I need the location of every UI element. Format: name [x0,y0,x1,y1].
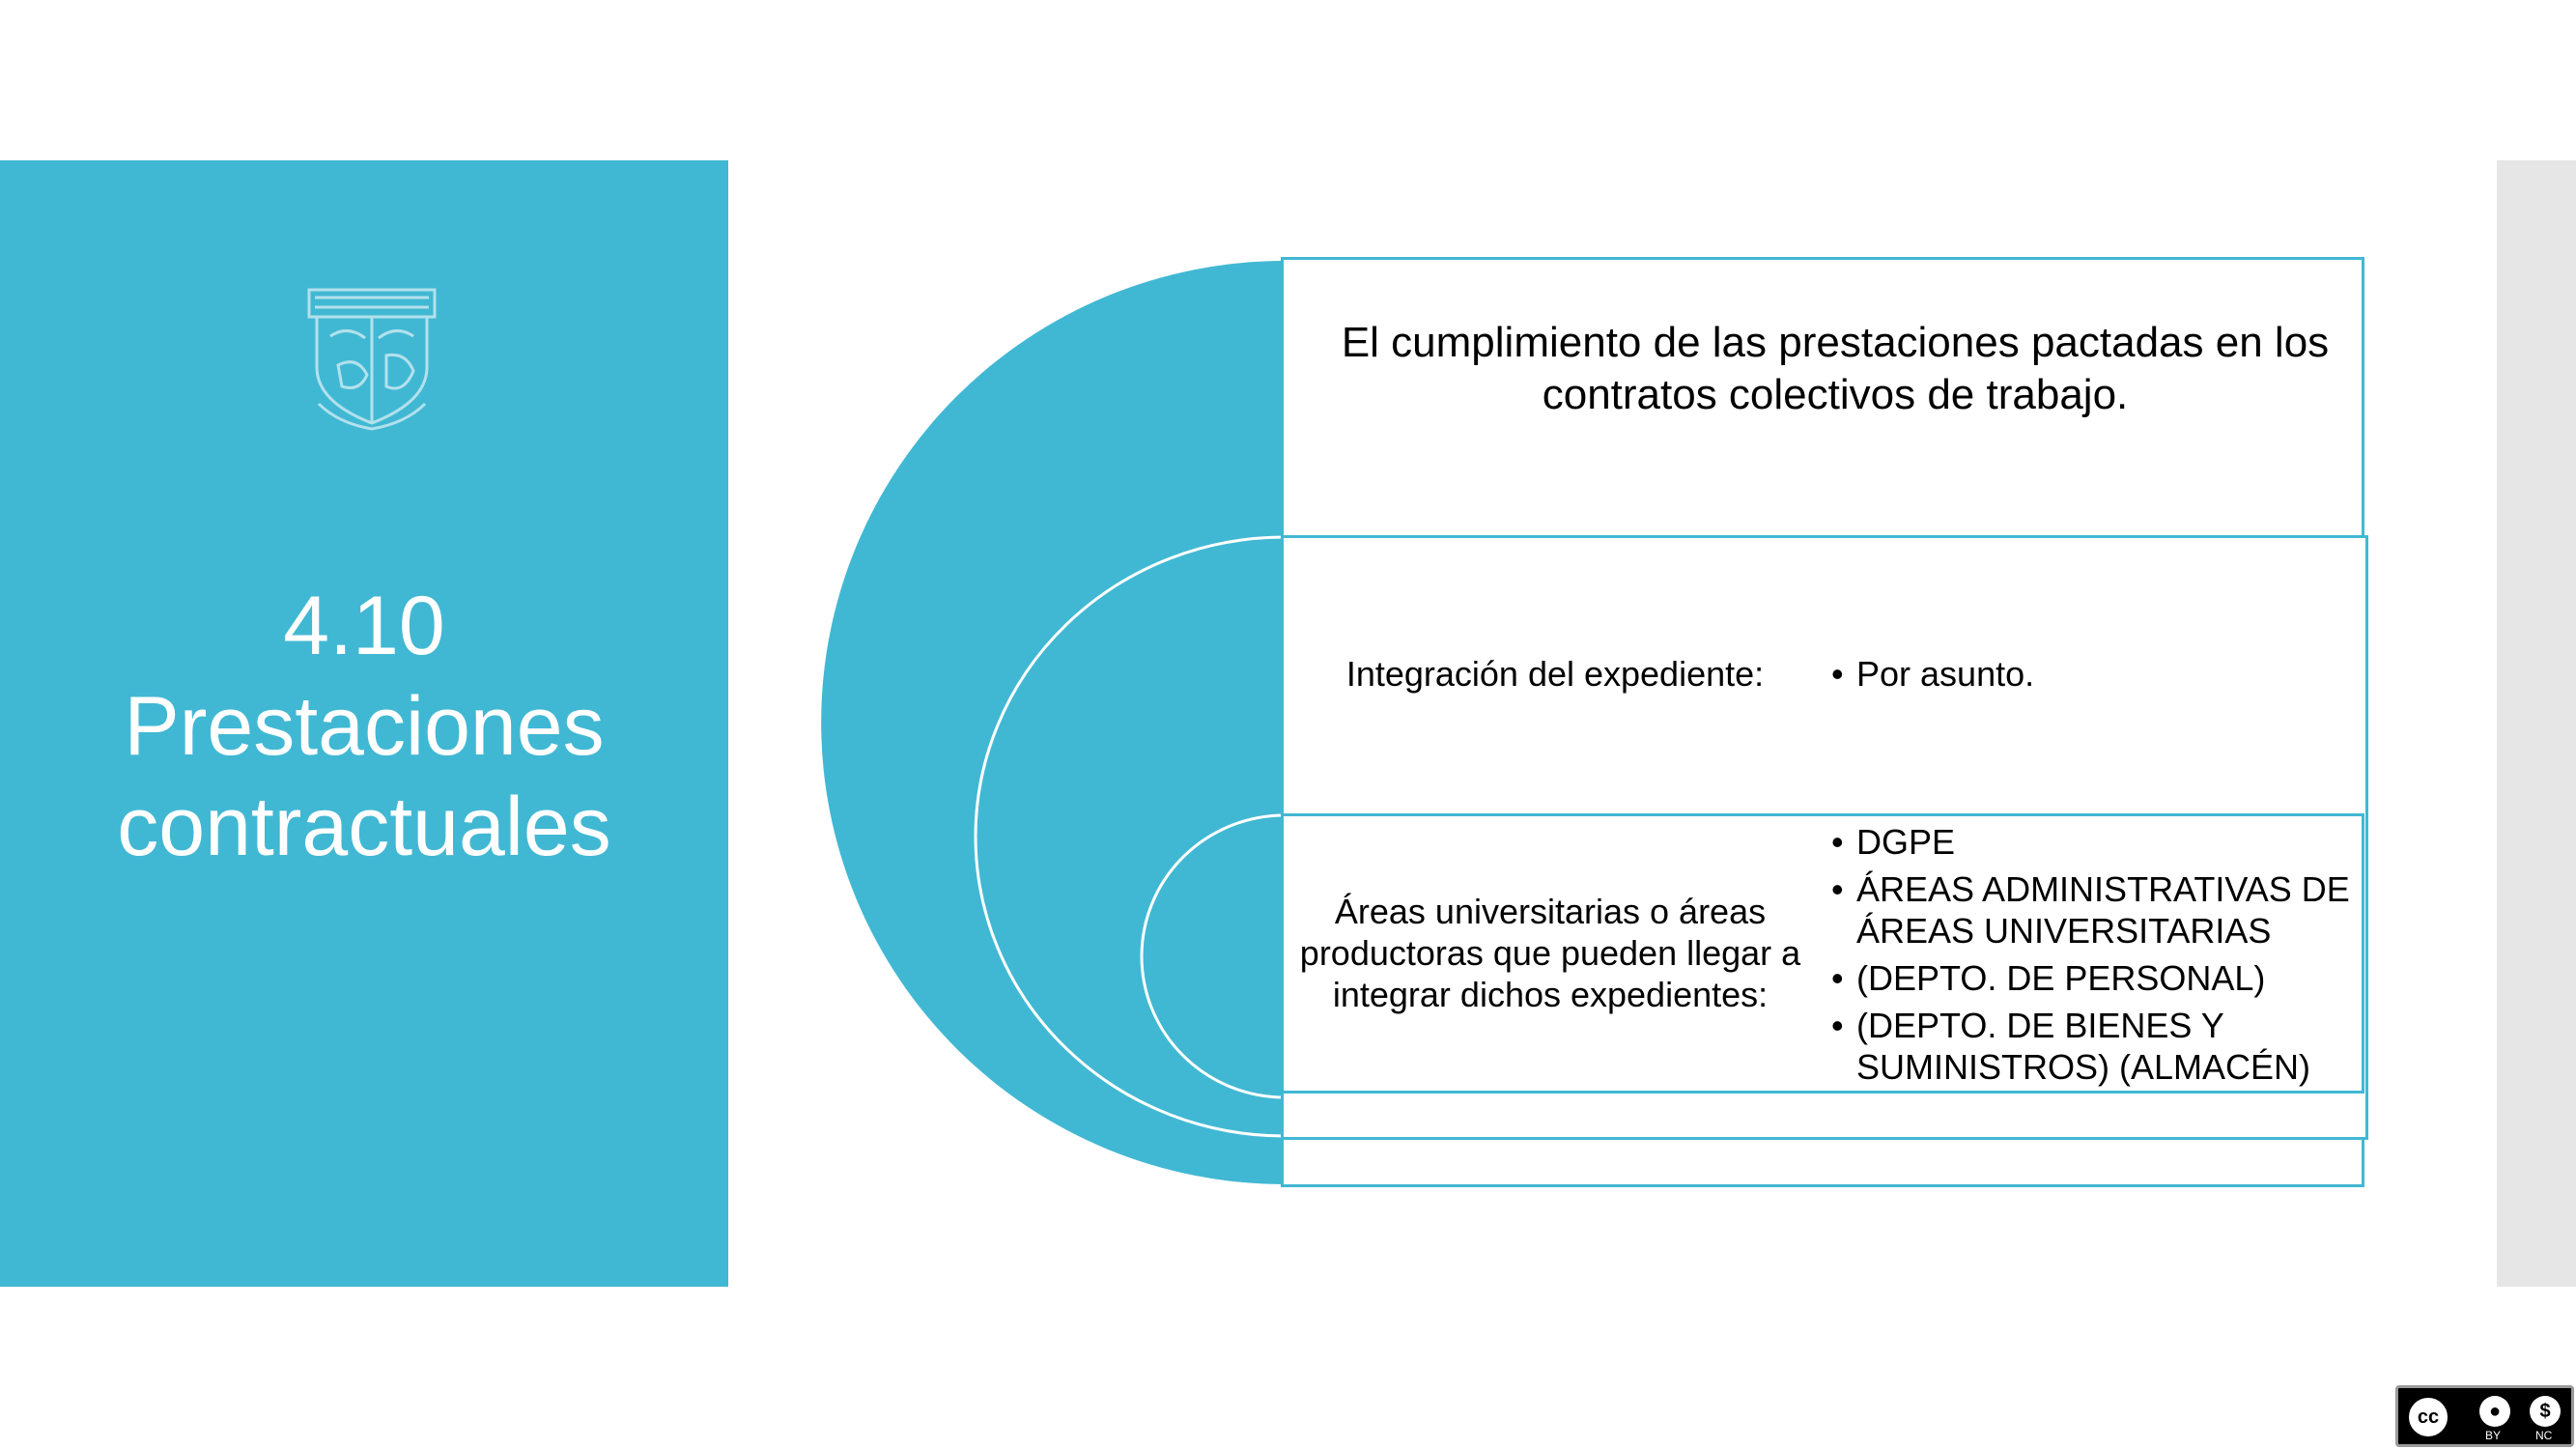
top-box-text: El cumplimiento de las prestaciones pactadas en los contratos colectivos de trabajo. [1341,319,2330,418]
middle-bullets [1831,653,2343,700]
attribution-icon: ● [2479,1396,2510,1427]
by-label: BY [2485,1429,2502,1442]
section-number: 4.10 [283,580,445,672]
bottom-label: Áreas universitarias o áreas productoras que pueden llegar a integrar dichos expedientes: [1299,892,1801,1014]
bottom-bullets [1831,821,2353,1094]
list-item: • (DEPTO. DE PERSONAL) [1831,957,2353,999]
list-item: • DGPE [1831,821,2353,863]
list-item: • ÁREAS ADMINISTRATIVAS DE ÁREAS UNIVERSITARIAS [1831,868,2353,952]
title-line-2: contractuales [117,781,611,873]
list-item: • Por asunto. [1831,653,2343,695]
title-line-1: Prestaciones [124,680,605,773]
middle-label: Integración del expediente: [1345,654,1765,694]
list-item: • (DEPTO. DE BIENES Y SUMINISTROS) (ALMACÉN) [1831,1005,2353,1088]
noncommercial-icon: $ [2530,1396,2561,1427]
nc-label: NC [2535,1429,2553,1442]
outer-arc [821,261,1285,1184]
cc-license-badge[interactable] [2395,1385,2574,1447]
creative-commons-icon: cc [2406,1395,2450,1439]
